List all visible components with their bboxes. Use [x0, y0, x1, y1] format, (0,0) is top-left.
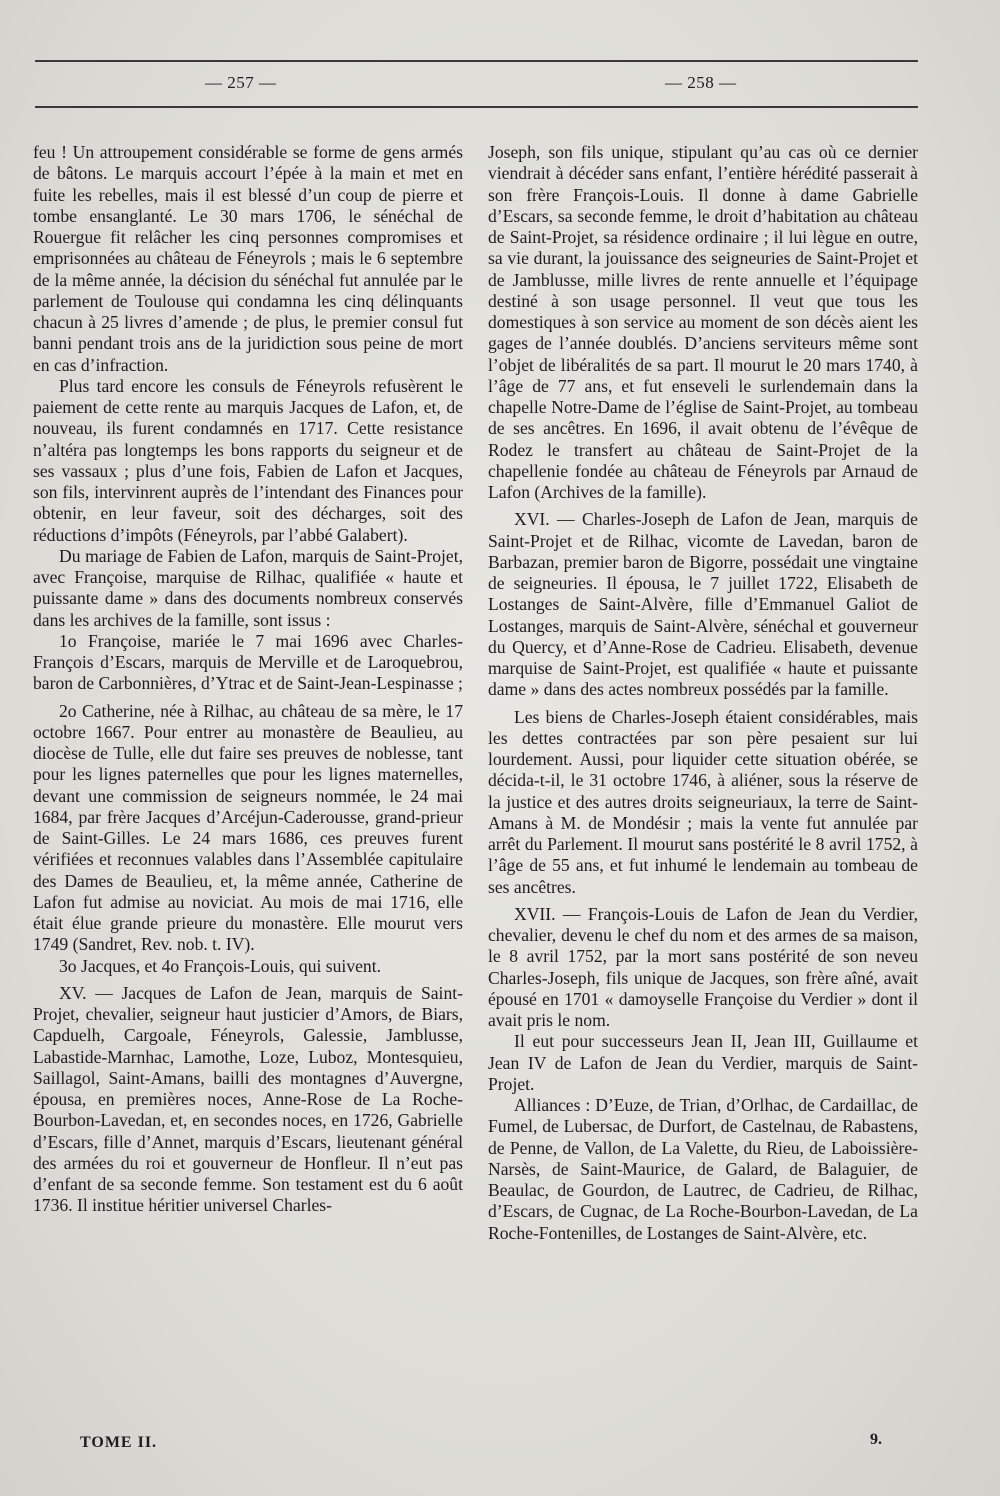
header-rule-top: [35, 60, 918, 62]
paragraph: Il eut pour successeurs Jean II, Jean III, Guillaume et Jean IV de Lafon de Jean du Verdier, marquis de Saint-Projet.: [488, 1031, 918, 1094]
paragraph: XVII. — François-Louis de Lafon de Jean du Verdier, chevalier, devenu le chef du nom et des armes de sa maison, le 8 avril 1752, par la mort sans postérité de son neveu Charles-Joseph, fils unique de Jacques, son frère aîné, avait épousé en 1701 « damoyselle Françoise du Verdier » dont il avait pris le nom.: [488, 903, 918, 1030]
right-text-column: [488, 142, 918, 1244]
paragraph: Du mariage de Fabien de Lafon, marquis de Saint-Projet, avec Françoise, marquise de Rilhac, qualifiée « haute et puissante dame » dans des documents nombreux conservés dans les archives de la famille, sont issus :: [33, 545, 463, 630]
header-rule-bottom: [35, 106, 918, 108]
left-text-column: [33, 142, 463, 1217]
paragraph: 3o Jacques, et 4o François-Louis, qui suivent.: [59, 955, 382, 976]
paragraph: Joseph, son fils unique, stipulant qu’au cas où ce dernier viendrait à décéder sans enfant, l’entière hérédité passerait à son frère François-Louis. Il donne à dame Gabrielle d’Escars, sa seconde femme, le droit d’habitation au château de Saint-Projet, sa résidence ordinaire ; il lui lègue en outre, sa vie durant, la jouissance des seigneuries de Saint-Projet et de Jamblusse, mille livres de rente annuelle et l’équipage destiné à son usage personnel. Il veut que tous les domestiques à son service au moment de son décès aient les gages de l’année doublés. D’anciens serviteurs même sont l’objet de libéralités de sa part. Il mourut le 20 mars 1740, à l’âge de 77 ans, et fut enseveli le surlendemain dans la chapelle Notre-Dame de l’église de Saint-Projet, au tombeau de ses ancêtres. En 1696, il avait obtenu de l’évêque de Rodez le transfert au château de Saint-Projet de la chapellenie fondée au château de Féneyrols par Arnaud de Lafon (Archives de la famille).: [488, 142, 918, 502]
paragraph: XVI. — Charles-Joseph de Lafon de Jean, marquis de Saint-Projet et de Rilhac, vicomte de Lavedan, baron de Barbazan, premier baron de Bigorre, possédait une vingtaine de seigneuries. Il épousa, le 7 juillet 1722, Elisabeth de Lostanges de Saint-Alvère, fille d’Emmanuel Galiot de Lostanges, marquis de Saint-Alvère, sénéchal et gouverneur du Quercy, et d’Anne-Rose de Cadrieu. Elisabeth, devenue marquise de Saint-Projet, est qualifiée « haute et puissante dame » dans des actes nombreux possédés par la famille.: [488, 509, 918, 700]
paragraph: Plus tard encore les consuls de Féneyrols refusèrent le paiement de cette rente au marquis Jacques de Lafon, et, de nouveau, ils furent condamnés en 1717. Cette resistance n’altéra pas longtemps les bons rapports du seigneur et de ses vassaux ; plus d’une fois, Fabien de Lafon et Jacques, son fils, intervinrent auprès de l’intendant des Finances pour obtenir, en leur faveur, soit des décharges, soit des réductions d’impôts (Féneyrols, par l’abbé Galabert).: [33, 375, 463, 545]
volume-label: TOME II.: [80, 1434, 158, 1451]
signature-mark: 9.: [870, 1431, 882, 1448]
paragraph: 1o Françoise, mariée le 7 mai 1696 avec Charles-François d’Escars, marquis de Merville et de Laroquebrou, baron de Carbonnières, d’Ytrac et de Saint-Jean-Lespinasse ;: [33, 630, 463, 694]
page-number-left: — 257 —: [205, 73, 277, 92]
paragraph: Les biens de Charles-Joseph étaient considérables, mais les dettes contractées par son père pesaient sur lui lourdement. Aussi, pour liquider cette situation obérée, se décida-t-il, le 31 octobre 1746, à aliéner, sous la réserve de la justice et des autres droits seigneuriaux, la terre de Saint-Amans à M. de Mondésir ; mais la vente fut annulée par arrêt du Parlement. Il mourut sans postérité le 8 avril 1752, à l’âge de 55 ans, et fut inhumé le lendemain au tombeau de ses ancêtres.: [488, 706, 918, 897]
paragraph: 2o Catherine, née à Rilhac, au château de sa mère, le 17 octobre 1667. Pour entrer au monastère de Beaulieu, au diocèse de Tulle, elle dut faire ses preuves de noblesse, tant pour les lignes paternelles que pour les lignes maternelles, devant une commission de seigneurs nommée, le 24 mai 1684, par frère Jacques d’Arcéjun-Caderousse, grand-prieur de Saint-Gilles. Le 24 mars 1686, ces preuves furent vérifiées et reconnues valables dans l’Assemblée capitulaire des Dames de Beaulieu, et, la même année, Catherine de Lafon fut admise au noviciat. Au mois de mai 1716, elle était élue grande prieure du monastère. Elle mourut vers 1749 (Sandret, Rev. nob. t. IV).: [33, 700, 463, 955]
paragraph: feu ! Un attroupement considérable se forme de gens armés de bâtons. Le marquis accourt l’épée à la main et met en fuite les rebelles, mais il est blessé d’un coup de pierre et tombe ensanglanté. Le 30 mars 1706, le sénéchal de Rouergue fit relâcher les cinq personnes compromises et emprisonnées au château de Féneyrols ; mais le 6 septembre de la même année, la décision du sénéchal fut annulée par le parlement de Toulouse qui condamna les cinq délinquants chacun à 25 livres d’amende ; de plus, le premier consul fut banni pendant trois ans de la juridiction sous peine de mort en cas d’infraction.: [33, 142, 463, 375]
page-number-right: — 258 —: [665, 73, 737, 92]
paragraph: Alliances : D’Euze, de Trian, d’Orlhac, de Cardaillac, de Fumel, de Lubersac, de Durfort, de Castelnau, de Rabastens, de Penne, de Vallon, de La Valette, du Rieu, de Laboissière-Narsès, de Saint-Maurice, de Galard, de Balaguier, de Beaulac, de Gourdon, de Lautrec, de Cadrieu, de Rilhac, d’Escars, de Cugnac, de La Roche-Bourbon-Lavedan, de La Roche-Fontenilles, de Lostanges de Saint-Alvère, etc.: [488, 1095, 918, 1243]
paragraph: XV. — Jacques de Lafon de Jean, marquis de Saint-Projet, chevalier, seigneur haut justicier d’Amors, de Biars, Capduelh, Cargoale, Féneyrols, Galessie, Jamblusse, Labastide-Marnhac, Lamothe, Loze, Luboz, Montesquieu, Saillagol, Saint-Amans, bailli des montagnes d’Auvergne, épousa, en premières noces, Anne-Rose de La Roche-Bourbon-Lavedan, et, en secondes noces, en 1726, Gabrielle d’Escars, fille d’Annet, marquis d’Escars, lieutenant général des armées du roi et gouverneur de Honfleur. Il n’eut pas d’enfant de sa seconde femme. Son testament est du 6 août 1736. Il institue héritier universel Charles-: [33, 982, 463, 1216]
